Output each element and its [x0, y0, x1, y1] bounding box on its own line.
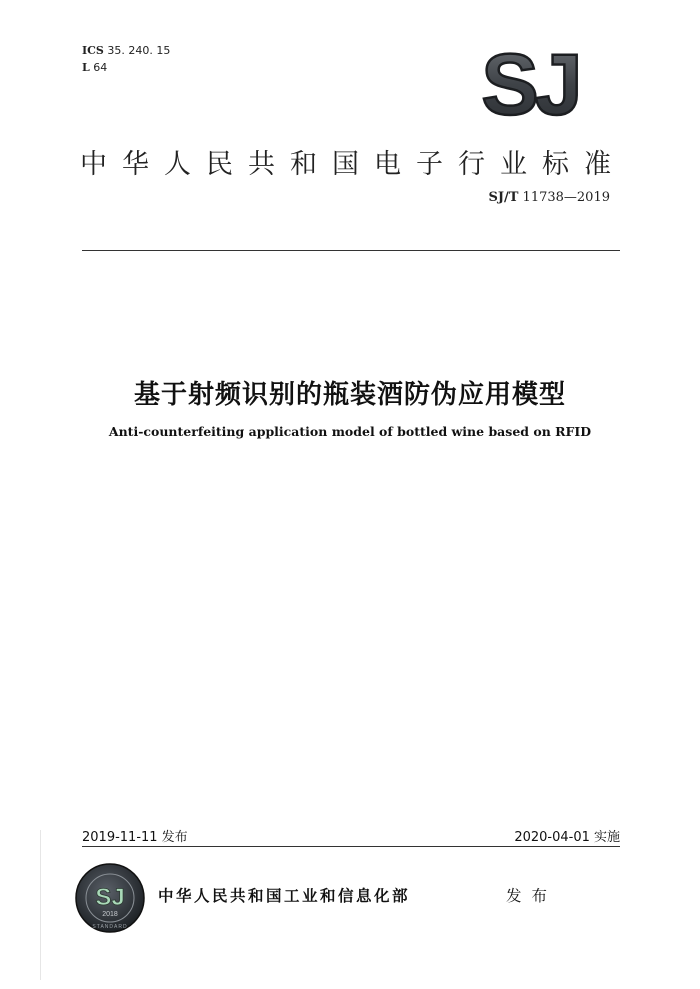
- standard-code-prefix: SJ/T: [488, 190, 519, 205]
- header-divider: [82, 250, 620, 251]
- document-title-en: Anti-counterfeiting application model of bottled wine based on RFID: [108, 424, 592, 439]
- implementation-date: 2020-04-01 实施: [514, 830, 620, 845]
- ics-label: ICS: [82, 44, 104, 57]
- issue-date: 2019-11-11 发布: [82, 830, 188, 845]
- issuer-seal-icon: [74, 862, 146, 934]
- sj-logo: [474, 44, 586, 122]
- ics-line: [82, 42, 170, 59]
- class-label: L: [82, 61, 90, 74]
- page-edge-line: [40, 830, 41, 980]
- standard-type-title: 中华人民共和国电子行业标准: [80, 149, 626, 180]
- class-code: 64: [93, 61, 108, 74]
- footer-divider: [82, 846, 620, 847]
- seal-ring-text: STANDARD: [92, 924, 128, 930]
- issuer-action: 发布: [506, 887, 558, 905]
- classification-block: [82, 42, 170, 76]
- ics-code: 35. 240. 15: [107, 44, 171, 57]
- document-title-cn: 基于射频识别的瓶装酒防伪应用模型: [133, 380, 566, 410]
- standard-code-number: 11738—2019: [522, 190, 610, 205]
- class-line: [82, 59, 170, 76]
- standard-code: [488, 190, 610, 205]
- logo-text: SJ: [481, 44, 579, 122]
- issuer-name: 中华人民共和国工业和信息化部: [158, 887, 411, 905]
- seal-text: SJ: [95, 884, 125, 911]
- seal-year: 2018: [102, 911, 118, 918]
